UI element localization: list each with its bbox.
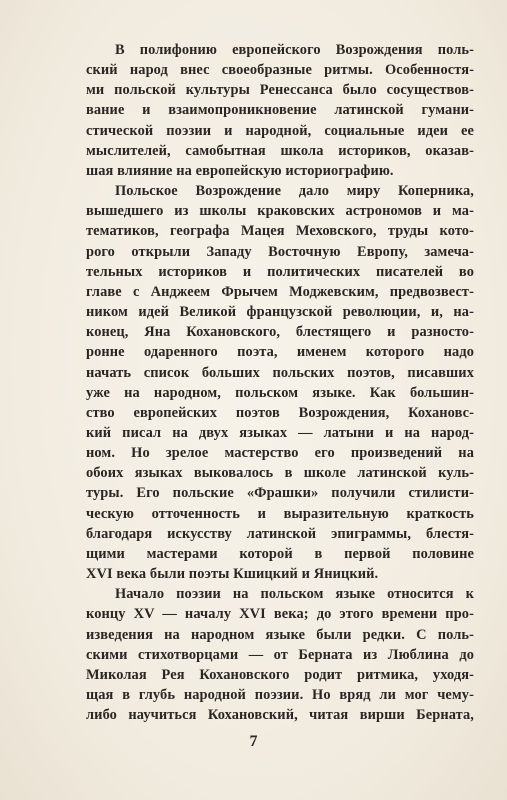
text-line: ником идей Великой французской революции, и, на- (86, 304, 474, 321)
paragraph (86, 40, 474, 181)
text-line: ский народ внес своеобразные ритмы. Особенностя- (86, 62, 474, 79)
text-line: Миколая Рея Кохановского родит ритмика, уходя- (86, 666, 474, 683)
text-line: туры. Его польские «Фрашки» получили стилисти- (86, 485, 474, 502)
page-number: 7 (249, 733, 258, 750)
text-line: главе с Анджеем Фрычем Моджевским, предвозвест- (86, 283, 474, 300)
text-line: концу XV — началу XVI века; до этого времени про- (86, 606, 474, 623)
body-text (86, 40, 474, 725)
text-line: либо научиться Кохановский, читая вирши Берната, (86, 707, 474, 724)
text-line: тематиков, географа Мацея Меховского, труды кото- (86, 223, 474, 240)
text-line: мыслителей, самобытная школа историков, оказав- (86, 142, 474, 159)
text-line: ческую отточенность и выразительную краткость (86, 505, 474, 522)
text-line: ство европейских поэтов Возрождения, Кохановс- (86, 404, 474, 421)
paragraph (86, 584, 474, 725)
text-line: шая влияние на европейскую историографию. (86, 162, 394, 179)
text-line: вышедшего из школы краковских астрономов и ма- (86, 203, 474, 220)
paragraph (86, 181, 474, 584)
text-line: XVI века были поэты Кшицкий и Яницкий. (86, 566, 379, 583)
text-line: ми польской культуры Ренессанса было сосуществов- (86, 82, 474, 99)
text-line: благодаря искусству латинской эпиграммы, блестя- (86, 525, 474, 542)
text-line: уже на народном, польском языке. Как большин- (86, 384, 474, 401)
text-line: скими стихотворцами — от Берната из Люблина до (86, 646, 474, 663)
text-line: Польское Возрождение дало миру Коперника, (115, 183, 474, 200)
text-line: ронне одаренного поэта, именем которого надо (86, 344, 474, 361)
text-line: стической поэзии и народной, социальные идеи ее (86, 122, 474, 139)
text-line: вание и взаимопроникновение латинской гумани- (86, 102, 474, 119)
text-line: Начало поэзии на польском языке относится к (115, 586, 474, 603)
text-line: изведения на народном языке были редки. С поль- (86, 626, 474, 643)
text-line: конец, Яна Кохановского, блестящего и разносто- (86, 324, 474, 341)
text-line: начать список больших польских поэтов, писавших (86, 364, 474, 381)
text-line: тельных историков и политических писателей во (86, 263, 474, 280)
text-line: рого открыли Западу Восточную Европу, замеча- (86, 243, 474, 260)
text-line: щая в глубь народной поэзии. Но вряд ли мог чему- (86, 687, 474, 703)
text-line: обоих языках выковалось в школе латинской куль- (86, 465, 474, 482)
text-line: ном. Но зрелое мастерство его произведений на (86, 445, 474, 462)
text-line: В полифонию европейского Возрождения поль- (115, 42, 474, 58)
text-line: щими мастерами которой в первой половине (86, 545, 474, 562)
text-line: кий писал на двух языках — латыни и на народ- (86, 424, 474, 441)
